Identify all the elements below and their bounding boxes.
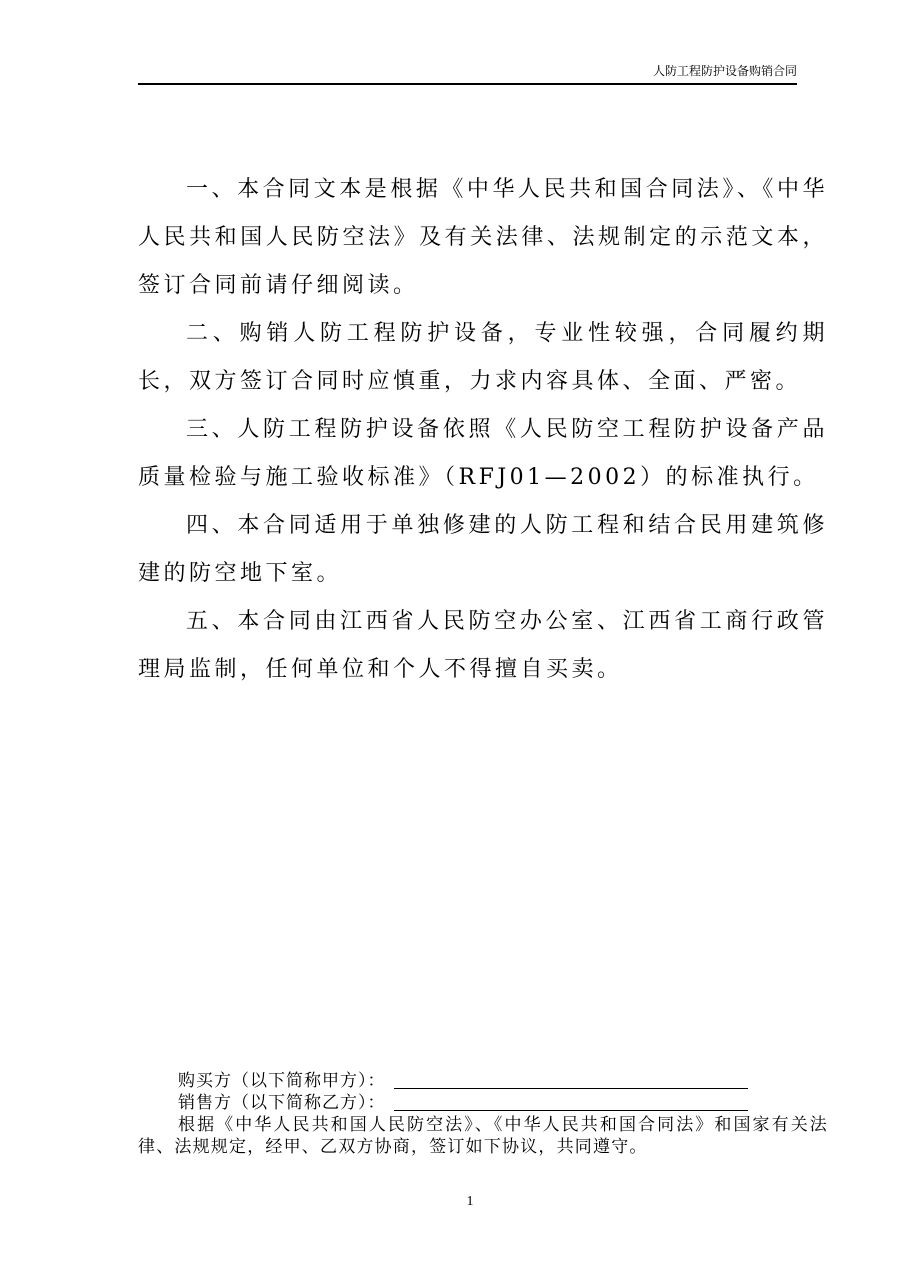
seller-line bbox=[138, 1092, 828, 1114]
running-header-title: 人防工程防护设备购销合同 bbox=[652, 64, 797, 78]
seller-name-field[interactable] bbox=[394, 1110, 748, 1111]
contract-preamble: 根据《中华人民共和国人民防空法》、《中华人民共和国合同法》和国家有关法律、法规规定，经甲、乙双方协商，签订如下协议，共同遵守。 bbox=[138, 1115, 828, 1157]
header-rule bbox=[138, 83, 797, 85]
instruction-paragraph: 五、本合同由江西省人民防空办公室、江西省工商行政管理局监制，任何单位和个人不得擅自买卖。 bbox=[138, 609, 828, 682]
seller-label: 销售方（以下简称乙方）： bbox=[178, 1093, 386, 1113]
instruction-paragraph: 三、人防工程防护设备依照《人民防空工程防护设备产品质量检验与施工验收标准》（RFJ01—2002）的标准执行。 bbox=[138, 417, 828, 490]
page-number: 1 bbox=[466, 1194, 474, 1209]
buyer-name-field[interactable] bbox=[394, 1088, 748, 1089]
buyer-label: 购买方（以下简称甲方）： bbox=[178, 1071, 386, 1091]
instruction-paragraph: 四、本合同适用于单独修建的人防工程和结合民用建筑修建的防空地下室。 bbox=[138, 513, 828, 586]
instruction-paragraph: 一、本合同文本是根据《中华人民共和国合同法》、《中华人民共和国人民防空法》及有关法律、法规制定的示范文本，签订合同前请仔细阅读。 bbox=[138, 177, 828, 298]
contract-parties-section bbox=[138, 1070, 828, 1158]
instructions-section bbox=[138, 166, 828, 694]
buyer-line bbox=[138, 1070, 828, 1092]
instruction-paragraph: 二、购销人防工程防护设备，专业性较强，合同履约期长，双方签订合同时应慎重，力求内容具体、全面、严密。 bbox=[138, 321, 828, 394]
